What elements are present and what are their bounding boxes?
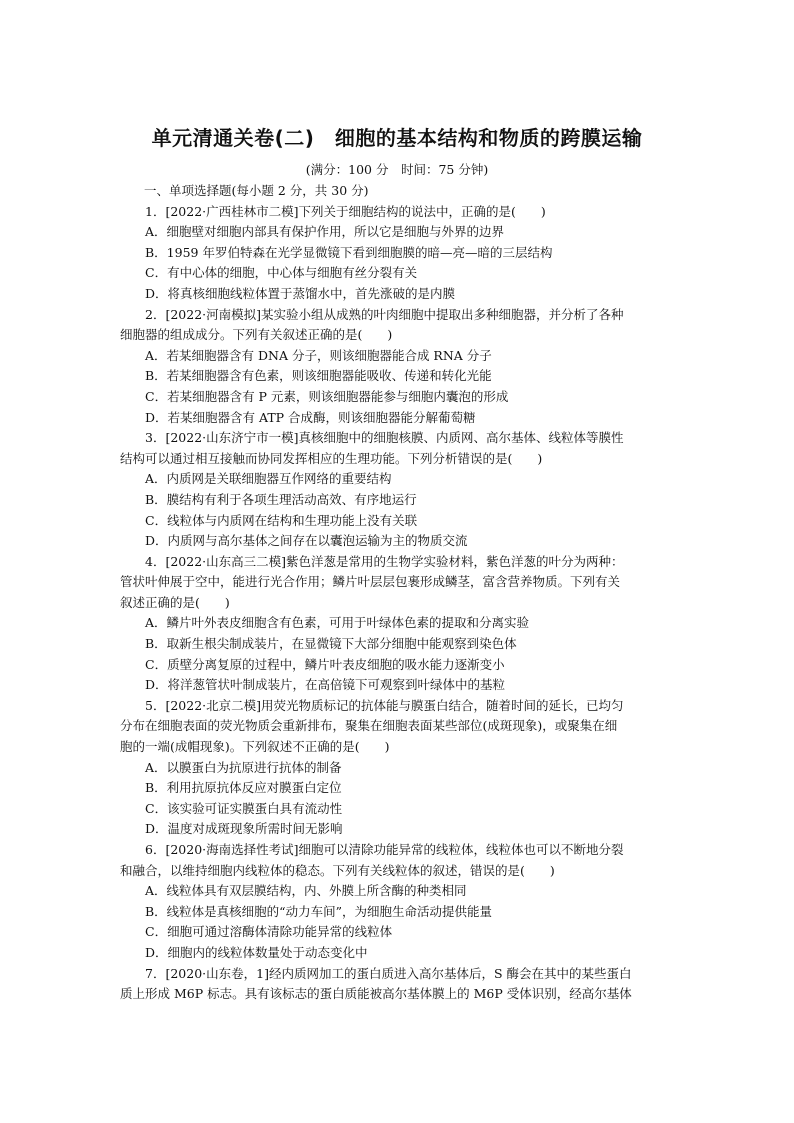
question-6: [120, 840, 677, 964]
question-stem-line: 4．[2022·山东高三二模]紫色洋葱是常用的生物学实验材料，紫色洋葱的叶分为两种：: [145, 553, 624, 569]
option-d: D．将真核细胞线粒体置于蒸馏水中，首先涨破的是内膜: [145, 285, 456, 301]
question-stem-line: 管状叶伸展于空中，能进行光合作用；鳞片叶层层包裹形成鳞茎，富含营养物质。下列有关: [120, 574, 621, 590]
question-stem-line: 质上形成 M6P 标志。具有该标志的蛋白质能被高尔基体膜上的 M6P 受体识别，经高尔基体: [120, 986, 632, 1002]
option-b: B．膜结构有利于各项生理活动高效、有序地运行: [145, 491, 417, 507]
option-b: B．若某细胞器含有色素，则该细胞器能吸收、传递和转化光能: [145, 368, 492, 384]
option-a: A．细胞壁对细胞内部具有保护作用，所以它是细胞与外界的边界: [145, 224, 505, 240]
question-stem-line: 2．[2022·河南模拟]某实验小组从成熟的叶肉细胞中提取出多种细胞器，并分析了各种: [145, 306, 624, 322]
option-b: B．1959 年罗伯特森在光学显微镜下看到细胞膜的暗—亮—暗的三层结构: [145, 244, 553, 260]
option-b: B．线粒体是真核细胞的“动力车间”，为细胞生命活动提供能量: [145, 903, 492, 919]
question-7: [120, 964, 677, 1005]
option-a: A．线粒体具有双层膜结构，内、外膜上所含酶的种类相同: [145, 883, 467, 899]
question-stem-line: 和融合，以维持细胞内线粒体的稳态。下列有关线粒体的叙述，错误的是( ): [120, 862, 555, 878]
question-stem-line: 6．[2020·海南选择性考试]细胞可以清除功能异常的线粒体，线粒体也可以不断地分裂: [145, 842, 624, 857]
option-c: C．质壁分离复原的过程中，鳞片叶表皮细胞的吸水能力逐渐变小: [145, 656, 505, 672]
question-stem-line: 1．[2022·广西桂林市二模]下列关于细胞结构的说法中，正确的是( ): [145, 203, 546, 219]
question-stem-line: 叙述正确的是( ): [120, 594, 230, 610]
option-c: C．线粒体与内质网在结构和生理功能上没有关联: [145, 512, 418, 528]
option-b: B．利用抗原抗体反应对膜蛋白定位: [145, 780, 342, 796]
question-5: [120, 696, 677, 840]
question-stem-line: 结构可以通过相互接触而协同发挥相应的生理功能。下列分析错误的是( ): [120, 450, 543, 466]
option-b: B．取新生根尖制成装片，在显微镜下大部分细胞中能观察到染色体: [145, 636, 517, 652]
option-a: A．内质网是关联细胞器互作网络的重要结构: [145, 471, 392, 487]
question-2: [120, 305, 677, 429]
page-title: 单元清通关卷(二) 细胞的基本结构和物质的跨膜运输: [151, 126, 643, 150]
option-a: A．以膜蛋白为抗原进行抗体的制备: [145, 759, 342, 775]
question-4: [120, 552, 677, 696]
question-stem-line: 7．[2020·山东卷，1]经内质网加工的蛋白质进入高尔基体后，S 酶会在其中的某些蛋白: [145, 965, 632, 981]
question-stem-line: 3．[2022·山东济宁市一模]真核细胞中的细胞核膜、内质网、高尔基体、线粒体等膜性: [145, 430, 624, 446]
option-c: C．若某细胞器含有 P 元素，则该细胞器能参与细胞内囊泡的形成: [145, 388, 509, 404]
option-d: D．内质网与高尔基体之间存在以囊泡运输为主的物质交流: [145, 533, 468, 549]
option-c: C．该实验可证实膜蛋白具有流动性: [145, 800, 343, 816]
question-stem-line: 5．[2022·北京二模]用荧光物质标记的抗体能与膜蛋白结合，随着时间的延长，已均匀: [145, 697, 624, 713]
option-d: D．温度对成斑现象所需时间无影响: [145, 821, 343, 837]
option-d: D．若某细胞器含有 ATP 合成酶，则该细胞器能分解葡萄糖: [145, 409, 476, 425]
option-c: C．有中心体的细胞，中心体与细胞有丝分裂有关: [145, 265, 418, 281]
exam-meta: (满分：100 分 时间：75 分钟): [305, 162, 489, 177]
option-a: A．若某细胞器含有 DNA 分子，则该细胞器能合成 RNA 分子: [145, 347, 492, 363]
exam-content: [120, 181, 677, 1005]
option-a: A．鳞片叶外表皮细胞含有色素，可用于叶绿体色素的提取和分离实验: [145, 615, 530, 631]
option-c: C．细胞可通过溶酶体清除功能异常的线粒体: [145, 924, 393, 940]
question-stem-line: 胞的一端(成帽现象)。下列叙述不正确的是( ): [120, 739, 390, 755]
question-stem-line: 细胞器的组成成分。下列有关叙述正确的是( ): [120, 327, 393, 343]
question-stem-line: 分布在细胞表面的荧光物质会重新排布，聚集在细胞表面某些部位(成斑现象)，或聚集在细: [120, 718, 618, 734]
option-d: D．将洋葱管状叶制成装片，在高倍镜下可观察到叶绿体中的基粒: [145, 677, 506, 693]
question-3: [120, 428, 677, 552]
question-1: [120, 202, 677, 305]
option-d: D．细胞内的线粒体数量处于动态变化中: [145, 944, 368, 960]
section-heading: 一、单项选择题(每小题 2 分，共 30 分): [144, 183, 369, 198]
